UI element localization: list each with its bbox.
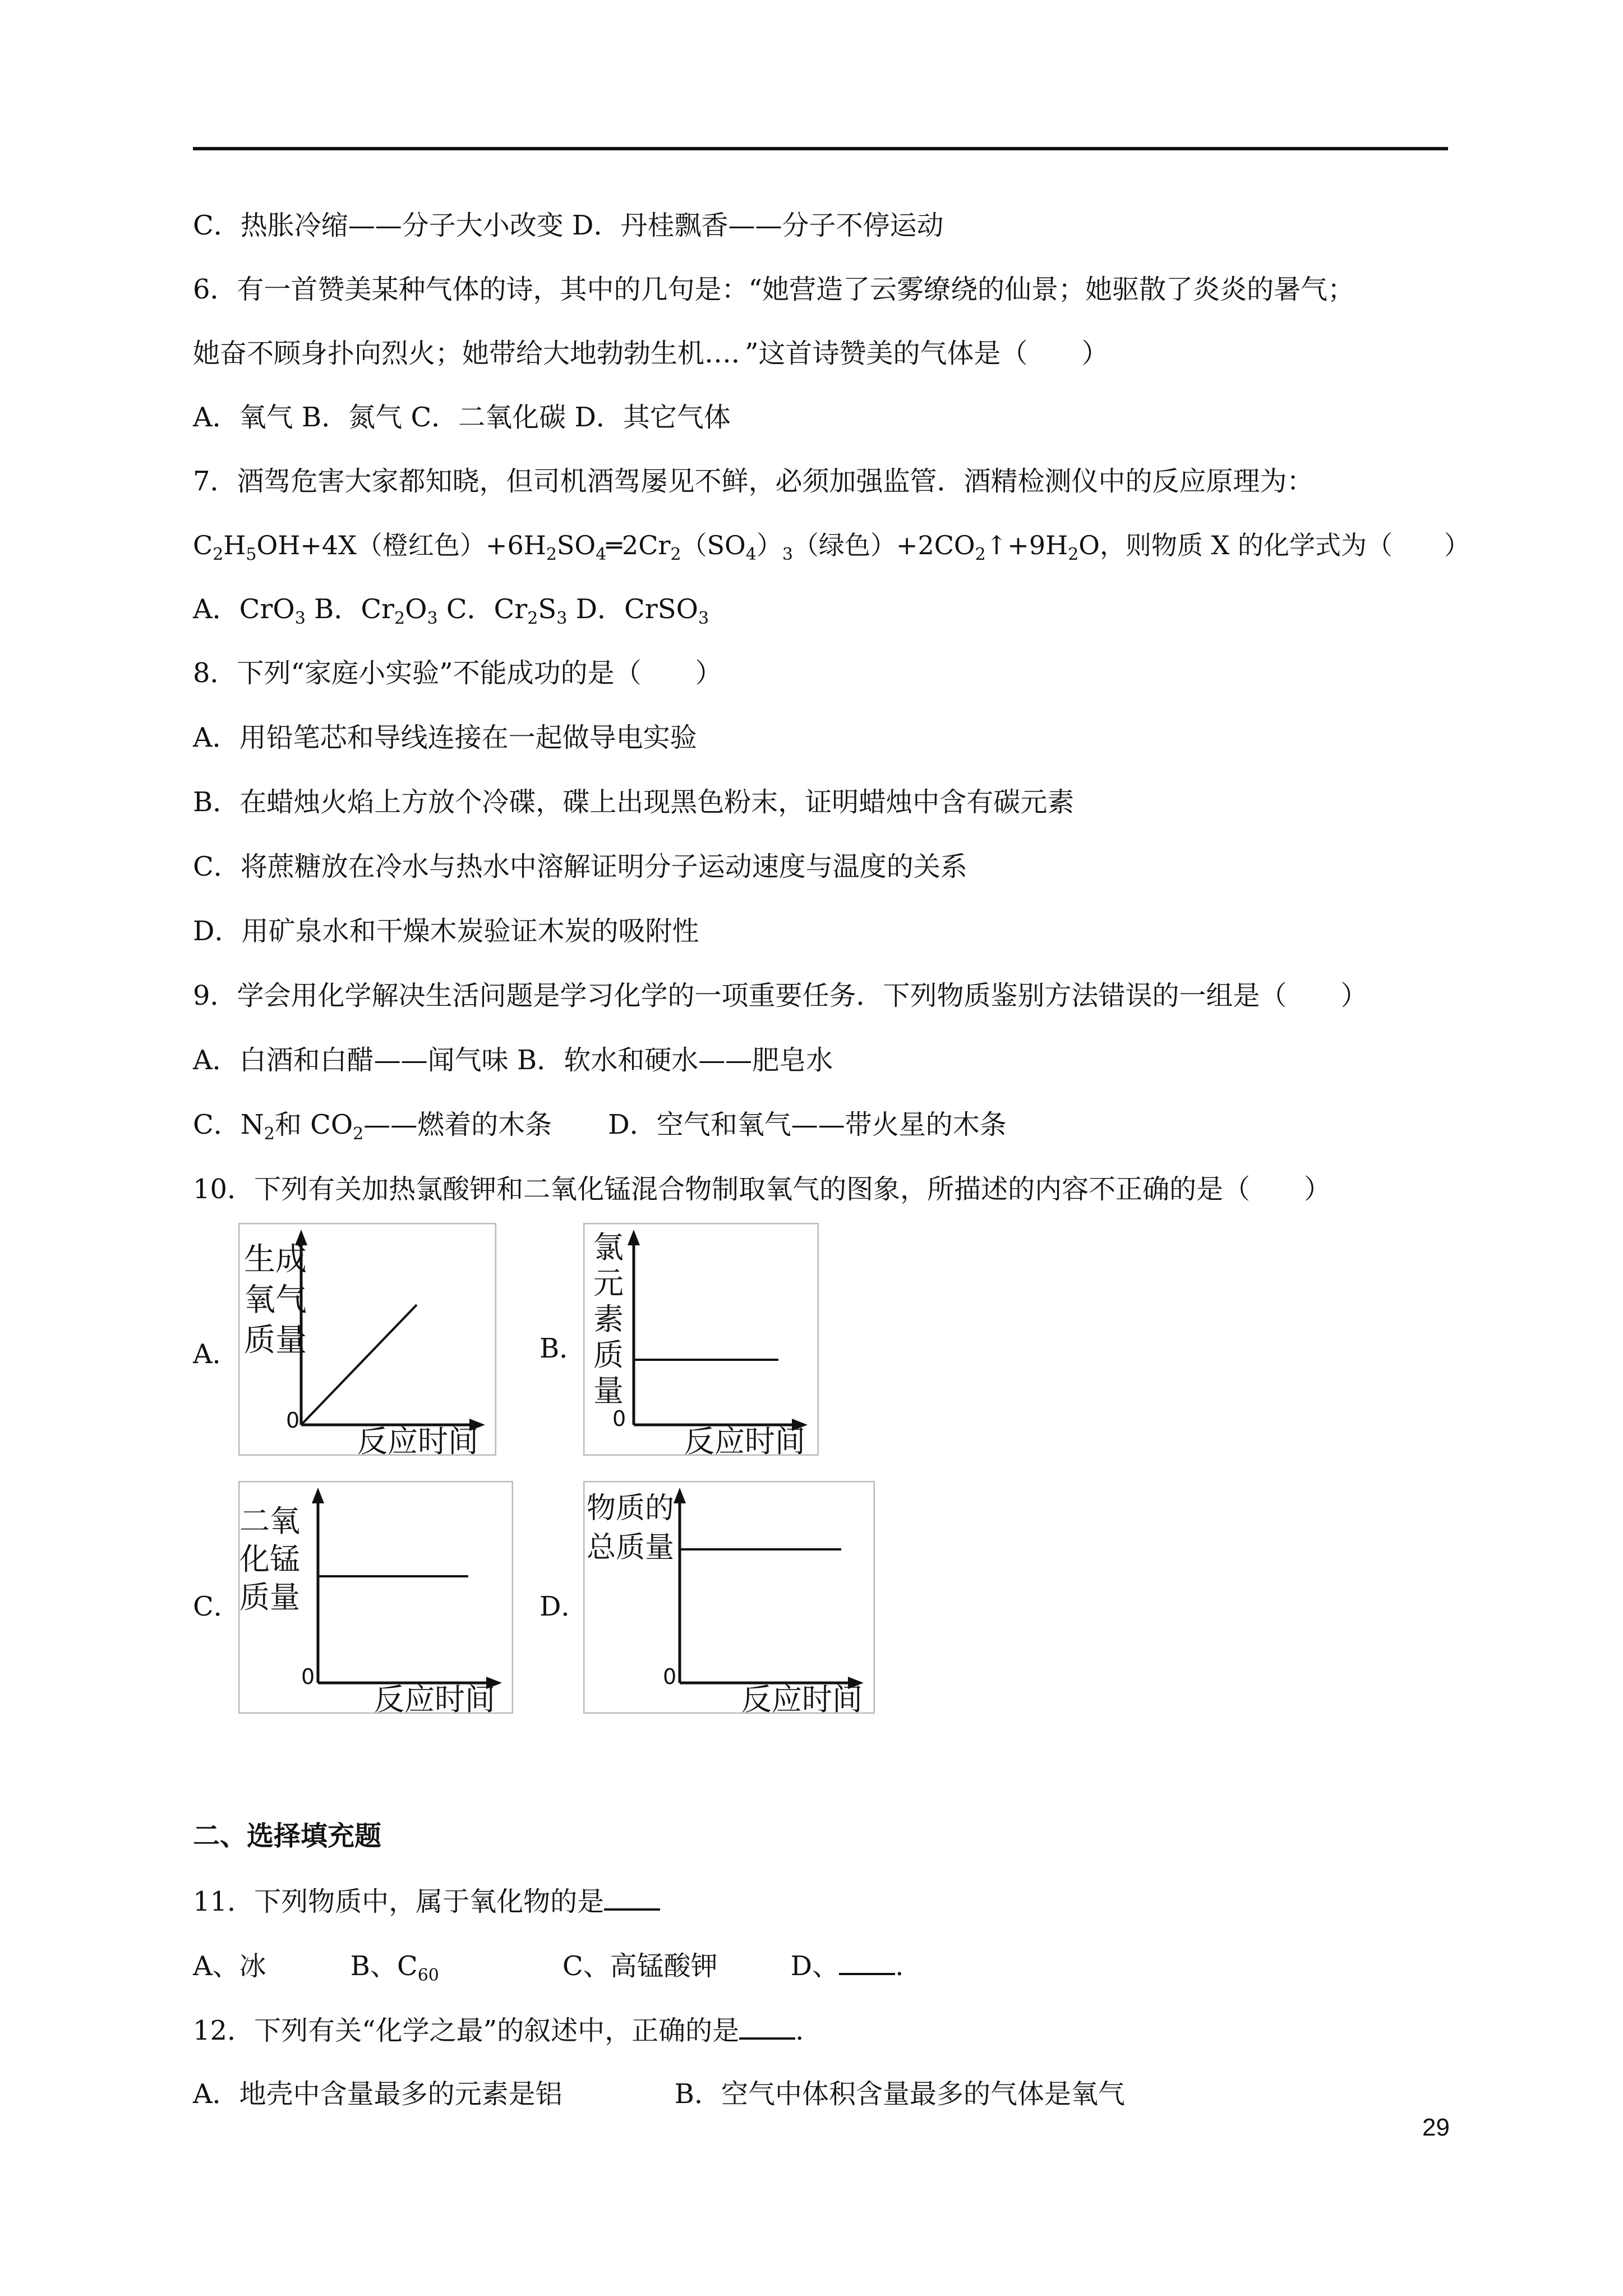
graph-c: [238, 1481, 513, 1714]
opt-sub: 3: [698, 609, 709, 628]
q11-option-b-sub: 60: [417, 1966, 439, 1985]
q11-option-c: C、高锰酸钾: [562, 1950, 718, 1982]
graph-d-xlabel: 反应时间: [741, 1682, 863, 1714]
eq-text: O，则物质 X 的化学式为（ ）: [1078, 530, 1470, 560]
opt-text: C．N: [193, 1109, 264, 1140]
graph-c-ylabel-3: 质量: [239, 1580, 300, 1615]
header-rule: [193, 147, 1448, 150]
graph-c-ylabel-1: 二氧: [239, 1503, 300, 1539]
q5-option-d: D．丹桂飘香——分子不停运动: [572, 210, 944, 241]
graph-d-label: D．: [540, 1591, 588, 1622]
eq-sub: 4: [745, 545, 757, 564]
opt-text: 和 CO: [274, 1109, 353, 1140]
graph-a-label: A．: [193, 1338, 239, 1370]
opt-text: S: [538, 593, 557, 625]
q7-options: [193, 592, 709, 626]
graph-b-label: B．: [540, 1333, 587, 1364]
graph-d-origin: 0: [663, 1664, 677, 1689]
opt-sub: 3: [556, 609, 568, 628]
graph-b: [583, 1223, 819, 1456]
q12-option-b: B．空气中体积含量最多的气体是氧气: [674, 2078, 1125, 2110]
q5-options-cd: [193, 209, 944, 242]
graph-c-xlabel: 反应时间: [374, 1682, 495, 1714]
graph-b-ylabel-5: 量: [593, 1373, 624, 1409]
graph-c-label: C．: [193, 1591, 241, 1622]
eq-text: OH+4X（橙红色）+6H: [256, 530, 546, 560]
eq-text: C: [193, 530, 213, 560]
eq-text: （绿色）+2CO: [792, 530, 975, 560]
q9-options-cd: [193, 1108, 1007, 1142]
q11-stem-text: 11．下列物质中，属于氧化物的是: [193, 1886, 605, 1917]
graph-d-ylabel-2: 总质量: [587, 1531, 675, 1565]
q11-option-b: B、C: [350, 1950, 418, 1982]
q10-stem: 10．下列有关加热氯酸钾和二氧化锰混合物制取氧气的图象，所描述的内容不正确的是（ ）: [193, 1174, 1331, 1205]
graph-c-origin: 0: [301, 1664, 315, 1689]
q5-option-c: C．热胀冷缩——分子大小改变: [193, 210, 564, 241]
answer-blank: [604, 1884, 660, 1911]
graph-a-ylabel-1: 生成: [244, 1241, 307, 1278]
eq-text: H: [223, 530, 246, 560]
graph-a-xlabel: 反应时间: [357, 1424, 478, 1456]
eq-sub: 5: [246, 545, 257, 564]
q8-stem: 8．下列“家庭小实验”不能成功的是（ ）: [193, 657, 722, 689]
q12-stem-text: 12．下列有关“化学之最”的叙述中，正确的是: [193, 2015, 740, 2046]
eq-text: ）: [756, 530, 782, 560]
eq-text: SO: [556, 530, 596, 560]
q8-option-c: C．将蔗糖放在冷水与热水中溶解证明分子运动速度与温度的关系: [193, 851, 967, 882]
q12-stem: [193, 2013, 804, 2047]
graph-d-ylabel-1: 物质的: [587, 1492, 675, 1525]
graph-a-origin: 0: [286, 1408, 300, 1433]
page-number: 29: [1422, 2114, 1450, 2141]
graph-c-ylabel-2: 化锰: [239, 1542, 300, 1577]
q7-equation: [193, 528, 1470, 562]
eq-sub: 2: [1068, 545, 1079, 564]
eq-text: （SO: [681, 530, 746, 560]
opt-sub: 3: [427, 609, 438, 628]
graph-a-ylabel-2: 氧气: [244, 1282, 307, 1318]
q6-stem-line1: 6．有一首赞美某种气体的诗，其中的几句是：“她营造了云雾缭绕的仙景；她驱散了炎炎的暑气；: [193, 274, 1355, 305]
opt-text: A．CrO: [193, 593, 295, 625]
q6-options: A．氧气 B．氮气 C．二氧化碳 D．其它气体: [193, 402, 731, 433]
q11-options: [193, 1948, 903, 1983]
answer-blank: [839, 1948, 895, 1975]
eq-sub: 2: [213, 545, 224, 564]
q8-option-a: A．用铅笔芯和导线连接在一起做导电实验: [193, 722, 697, 753]
eq-sub: 2: [975, 545, 986, 564]
eq-sub: 2: [546, 545, 557, 564]
opt-sub: 2: [394, 609, 405, 628]
q11-option-d: D、: [790, 1950, 840, 1982]
opt-sub: 2: [527, 609, 538, 628]
eq-sub: 3: [782, 545, 793, 564]
opt-text: C．Cr: [437, 593, 528, 625]
q11-stem: [193, 1884, 660, 1918]
graph-b-ylabel-1: 氯: [593, 1230, 624, 1265]
opt-text: B．Cr: [305, 593, 395, 625]
graph-b-xlabel: 反应时间: [684, 1424, 805, 1456]
graph-b-ylabel-4: 质: [593, 1337, 624, 1373]
section-title: 二、选择填充题: [193, 1820, 382, 1852]
opt-text: O: [405, 593, 427, 625]
opt-sub: 2: [264, 1124, 275, 1144]
opt-text: D．CrSO: [567, 593, 698, 625]
q7-stem: 7．酒驾危害大家都知晓，但司机酒驾屡见不鲜，必须加强监管．酒精检测仪中的反应原理为：: [193, 466, 1314, 497]
opt-sub: 3: [294, 609, 306, 628]
q12-option-a: A．地壳中含量最多的元素是铝: [193, 2078, 562, 2110]
graph-d: [583, 1481, 875, 1714]
q8-option-d: D．用矿泉水和干燥木炭验证木炭的吸附性: [193, 915, 699, 947]
eq-text: ═2Cr: [606, 530, 671, 560]
eq-sub: 2: [670, 545, 681, 564]
q6-stem-line2: 她奋不顾身扑向烈火；她带给大地勃勃生机…．”这首诗赞美的气体是（ ）: [193, 338, 1109, 369]
graph-a: [238, 1223, 496, 1456]
graph-b-origin: 0: [612, 1406, 626, 1431]
q12-options: [193, 2077, 1125, 2111]
q9-stem: 9．学会用化学解决生活问题是学习化学的一项重要任务．下列物质鉴别方法错误的一组是（ ）: [193, 980, 1368, 1011]
eq-text: ↑+9H: [985, 530, 1068, 560]
eq-sub: 4: [596, 545, 607, 564]
q11-option-d-end: .: [895, 1950, 904, 1982]
graph-a-curve: [301, 1305, 417, 1425]
q12-stem-end: .: [795, 2015, 804, 2046]
graph-b-ylabel-3: 素: [593, 1301, 624, 1337]
q11-option-a: A、冰: [193, 1950, 266, 1982]
q9-option-d: D．空气和氧气——带火星的木条: [608, 1109, 1007, 1140]
q9-options-ab: A．白酒和白醋——闻气味 B．软水和硬水——肥皂水: [193, 1045, 833, 1076]
answer-blank: [739, 2013, 795, 2040]
opt-text: ——燃着的木条: [363, 1109, 552, 1140]
graph-b-ylabel-2: 元: [593, 1266, 624, 1301]
graph-a-ylabel-3: 质量: [244, 1322, 307, 1359]
opt-sub: 2: [353, 1124, 364, 1144]
q8-option-b: B．在蜡烛火焰上方放个冷碟，碟上出现黑色粉末，证明蜡烛中含有碳元素: [193, 786, 1075, 818]
